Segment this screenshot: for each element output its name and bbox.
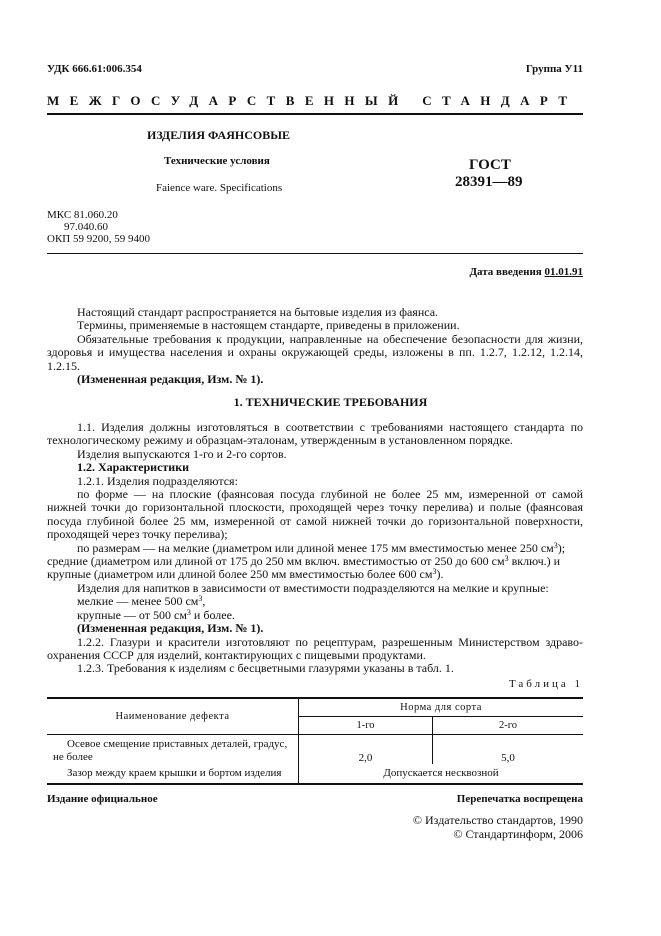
intro-block <box>47 306 583 386</box>
section-1-body <box>47 421 583 676</box>
introduction-date <box>469 266 583 278</box>
intro-paragraph-1: Настоящий стандарт распространяется на бытовые изделия из фаянса. <box>77 305 439 319</box>
english-title: Faience ware. Specifications <box>156 182 283 194</box>
clause-1-2-1: 1.2.1. Изделия подразделяются: <box>77 473 238 488</box>
section-change-note: (Измененная редакция, Изм. № 1). <box>77 621 264 636</box>
clause-1-2-2-line-2: охранения СССР для изделий, контактирующих с пищевыми продуктами. <box>47 647 426 662</box>
shape-line-1: по форме — на плоские (фаянсовая посуда глубиной не более 25 мм, измеренной от самой <box>77 487 583 502</box>
table-header-grade-1: 1-го <box>299 716 433 734</box>
table-header-norm: Норма для сорта <box>299 698 584 716</box>
mks-code-2: 97.040.60 <box>64 221 108 233</box>
table-cell-defect-cont: не более <box>53 750 93 763</box>
clause-1-1-line-1: 1.1. Изделия должны изготовляться в соответствии с требованиями настоящего стандарта по <box>77 420 583 434</box>
intro-change-note: (Измененная редакция, Изм. № 1). <box>77 372 264 387</box>
document-subtitle: Технические условия <box>164 155 270 167</box>
table-cell-both-grades: Допускается несквозной <box>383 766 499 779</box>
clause-1-1-line-2: технологическому режиму и образцам-эталонам, утвержденным в установленном порядке. <box>47 433 513 448</box>
clause-1-2-heading: 1.2. Характеристики <box>77 460 190 475</box>
intro-paragraph-3-line-1: Обязательные требования к продукции, направленные на обеспечение безопасности для жизни, <box>77 331 583 346</box>
copyright-line-1: © Издательство стандартов, 1990 <box>412 813 583 827</box>
drinkware-large: крупные — от 500 $см^3$ и более. <box>77 607 235 622</box>
table-caption: Таблица 1 <box>508 678 583 690</box>
udk-code: УДК 666.61:006.354 <box>47 63 142 75</box>
official-edition-label: Издание официальное <box>47 793 158 805</box>
size-line-2: средние (диаметром или длиной от 175 до 250 мм включ. вместимостью от 250 до 600 $см^3$ включ.) и <box>47 554 561 569</box>
clause-1-2-3: 1.2.3. Требования к изделиям с бесцветными глазурями указаны в табл. 1. <box>77 661 454 676</box>
group-code: Группа У11 <box>525 63 583 75</box>
defects-table <box>47 697 583 785</box>
size-line-1: по размерам — на мелкие (диаметром или длиной менее 175 мм вместимостью менее 250 $см^3$); <box>77 540 566 555</box>
okp-code: ОКП 59 9200, 59 9400 <box>47 233 150 245</box>
standard-banner: МЕЖГОСУДАРСТВЕННЫЙ СТАНДАРТ <box>47 93 578 108</box>
table-header-defect: Наименование дефекта <box>47 698 299 734</box>
clause-1-2-2-line-1: 1.2.2. Глазури и красители изготовляют по рецептурам, разрешенным Министерством здраво- <box>77 634 583 649</box>
table-row <box>47 764 583 784</box>
copyright-line-2: © Стандартинформ, 2006 <box>453 827 583 841</box>
size-line-3: крупные (диаметром или длиной более 250 мм вместимостью более 600 $см^3$). <box>47 567 444 582</box>
intro-paragraph-2: Термины, применяемые в настоящем стандарте, приведены в приложении. <box>77 318 460 333</box>
reprint-prohibited-label: Перепечатка воспрещена <box>456 793 583 805</box>
shape-line-4: проходящей через точку перелива); <box>47 527 228 542</box>
table-cell-defect: Осевое смещение приставных деталей, градус, <box>67 737 288 750</box>
drinkware-line-1: Изделия для напитков в зависимости от вместимости подразделяются на мелкие и крупные: <box>77 580 549 595</box>
introduction-date-value: 01.01.91 <box>544 266 583 278</box>
mks-code: МКС 81.060.20 <box>47 209 118 221</box>
shape-line-3: посуда глубиной более 25 мм, измеренной от самой нижней точки до горизонтальной поверхности, <box>47 513 583 528</box>
table-cell-defect: Зазор между краем крышки и бортом изделия <box>47 764 299 784</box>
intro-paragraph-3-line-2: здоровья и имущества населения и охраны окружающей среды, изложены в пп. 1.2.7, 1.2.12, 1.2.14, <box>47 345 583 360</box>
section-heading: 1. ТЕХНИЧЕСКИЕ ТРЕБОВАНИЯ <box>233 395 428 409</box>
introduction-date-label: Дата введения <box>469 266 542 278</box>
clause-1-1-line-3: Изделия выпускаются 1-го и 2-го сортов. <box>77 446 287 461</box>
table-cell-grade-2: 5,0 <box>501 751 515 764</box>
document-title: ИЗДЕЛИЯ ФАЯНСОВЫЕ <box>147 128 290 142</box>
banner-rule <box>47 113 583 115</box>
table-row <box>47 734 583 764</box>
gost-label: ГОСТ <box>469 157 511 173</box>
gost-number: 28391—89 <box>455 174 523 190</box>
shape-line-2: нижней точки до горизонтальной плоскости, проходящей через точку перелива) и полые (фаянсовая <box>47 500 583 515</box>
intro-paragraph-3-line-3: 1.2.15. <box>47 358 80 373</box>
table-header-grade-2: 2-го <box>433 716 584 734</box>
table-cell-grade-1: 2,0 <box>299 734 433 764</box>
codes-rule <box>47 253 583 254</box>
drinkware-small: мелкие — менее 500 $см^3$, <box>77 594 206 609</box>
